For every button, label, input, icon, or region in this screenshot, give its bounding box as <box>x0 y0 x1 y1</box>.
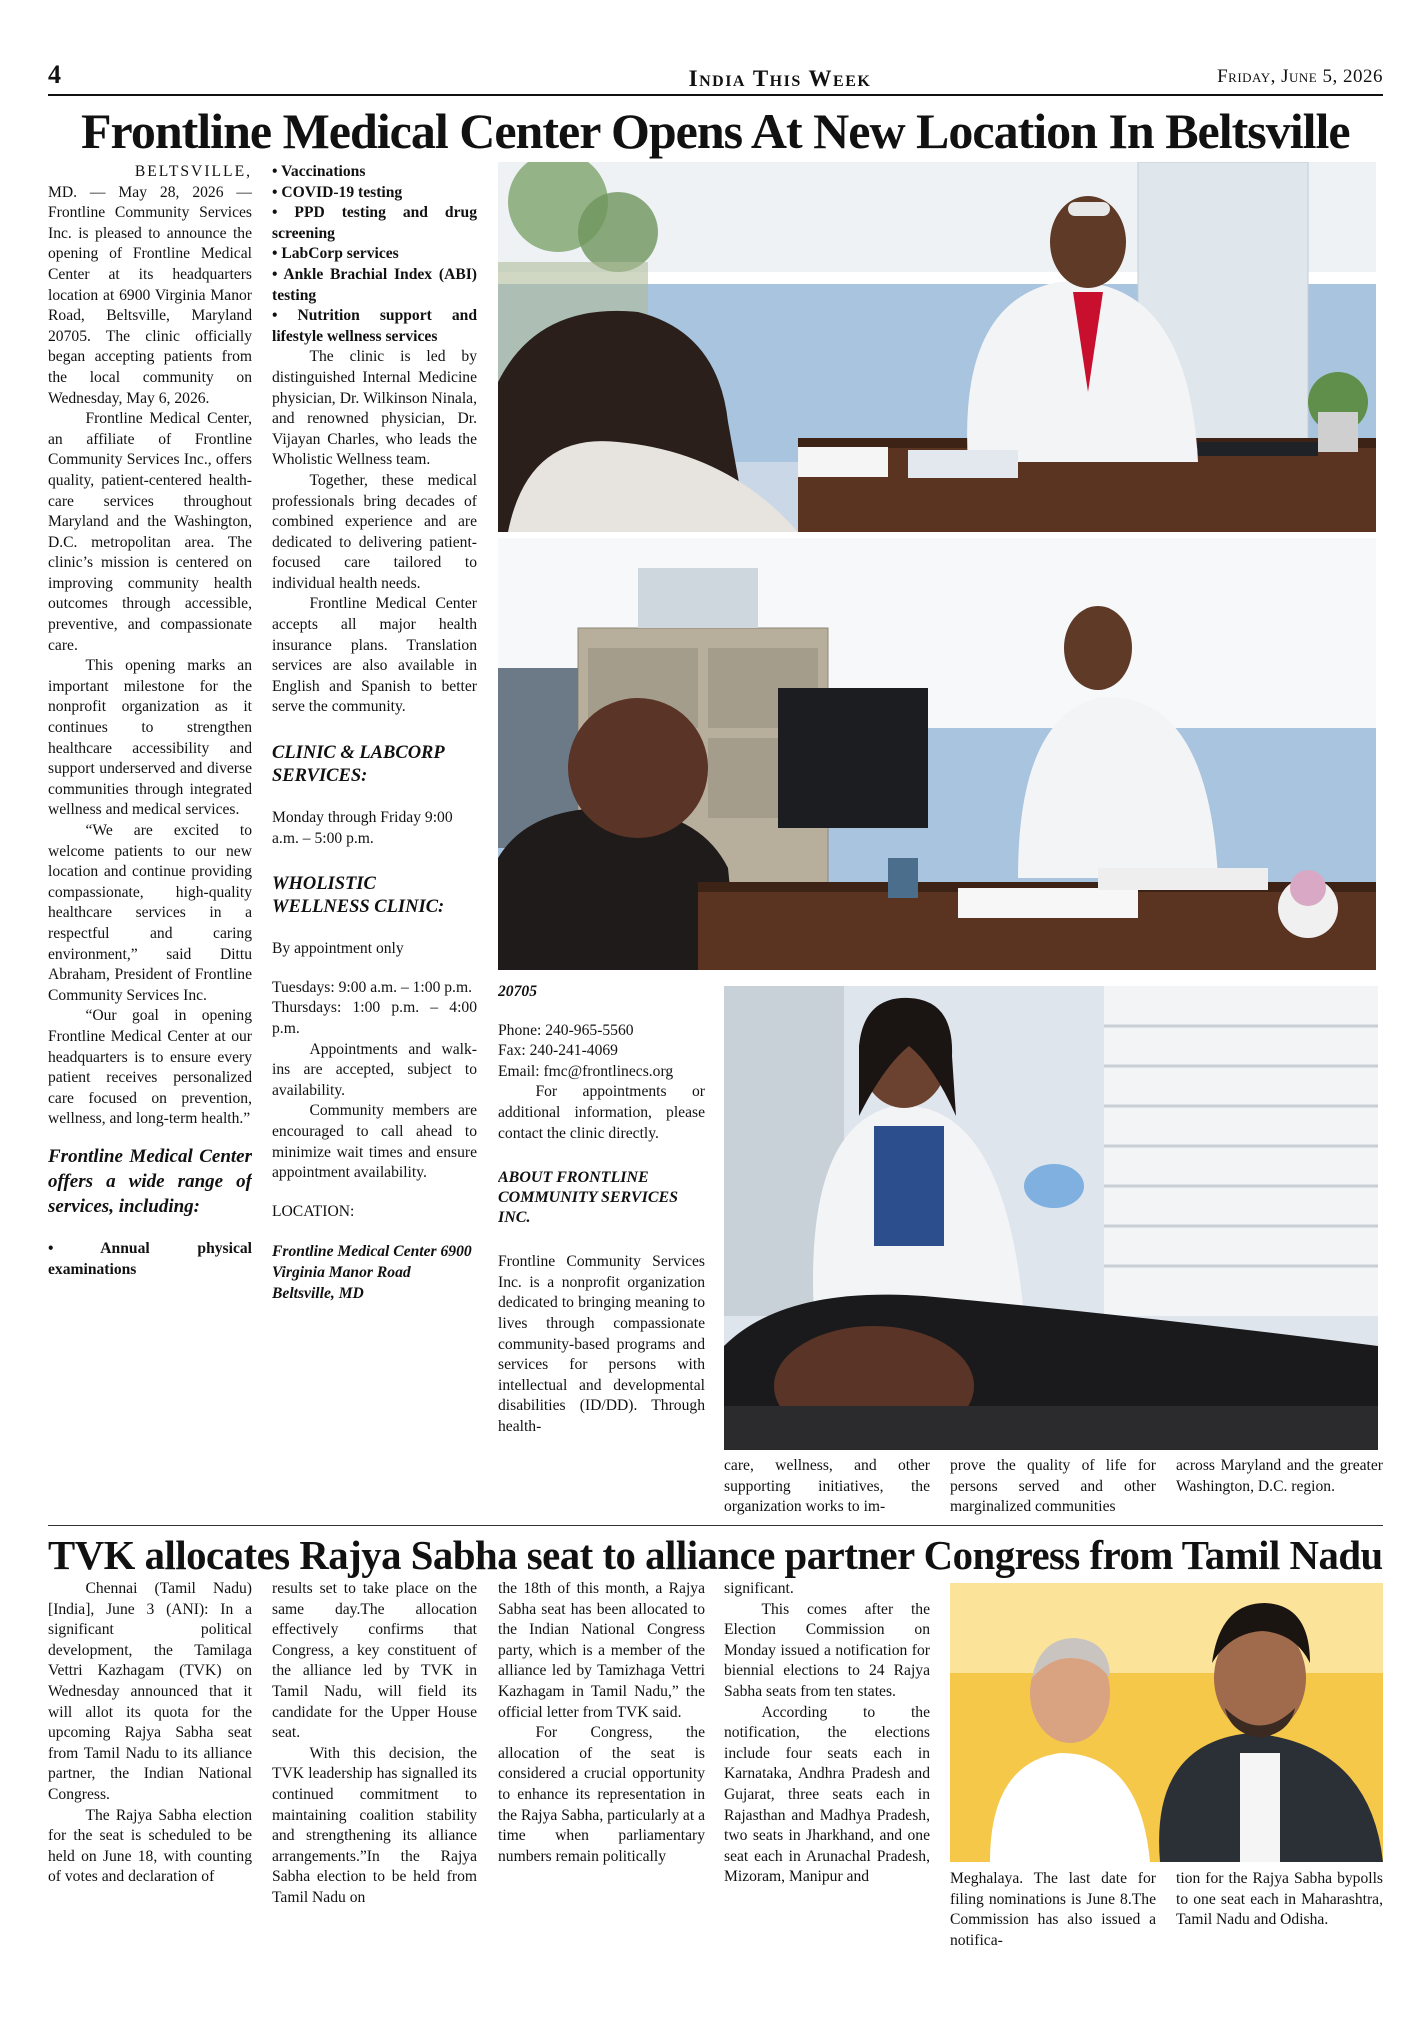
article2-column-1 <box>48 1579 252 1999</box>
service-item: • Annual physical examinations <box>48 1239 252 1278</box>
service-item: • LabCorp services <box>272 245 399 263</box>
article2-c4p2: This comes after the Election Commission on Monday issued a notification for biennial elections to 24 Rajya Sabha seats from ten states. <box>724 1600 930 1700</box>
location-label: LOCATION: <box>272 1202 355 1220</box>
service-item: • Vaccinations <box>272 163 366 180</box>
services-heading: Frontline Medical Center offers a wide range of services, including: <box>48 1145 252 1217</box>
article1-p9: Appointments and walk-ins are accepted, subject to availability. <box>272 1040 477 1099</box>
photo-provider-patient <box>724 986 1378 1450</box>
about-heading: ABOUT FRONTLINE COMMUNITY SERVICES INC. <box>498 1169 679 1227</box>
service-item: • COVID-19 testing <box>272 183 403 201</box>
article2-column-3 <box>498 1579 705 1999</box>
issue-date: Friday, June 5, 2026 <box>1217 66 1383 87</box>
article2-column-4 <box>724 1579 930 1999</box>
photo-doctor-office <box>498 538 1376 970</box>
article1-column-1 <box>48 162 252 1524</box>
article2-headline: TVK allocates Rajya Sabha seat to alliance partner Congress from Tamil Nadu <box>48 1532 1383 1578</box>
article2-c5p1: Meghalaya. The last date for filing nominations is June 8.The Commission has also issued a notifica- <box>950 1870 1156 1949</box>
clinic-hours: Monday through Friday 9:00 a.m. – 5:00 p.m. <box>272 809 453 847</box>
article-separator <box>48 1525 1383 1526</box>
article2-c2p1: results set to take place on the same day.The allocation effectively confirms that Congress, a key constituent of the alliance led by TVK in Tamil Nadu, will field its candidate for the Upper House seat. <box>272 1580 477 1742</box>
service-item: • Nutrition support and lifestyle wellness services <box>272 307 477 345</box>
wellness-tuesday: Tuesdays: 9:00 a.m. – 1:00 p.m. <box>272 978 472 996</box>
article1-p11: For appointments or additional information, please contact the clinic directly. <box>498 1083 705 1142</box>
masthead: India This Week <box>688 66 872 91</box>
about-p1: Frontline Community Services Inc. is a nonprofit organization dedicated to bringing meaning to lives through compassionate community-based programs and services for persons with intellectual and developmental disabilities (ID/DD). Through health- <box>498 1253 705 1435</box>
contact-fax: Fax: 240-241-4069 <box>498 1042 618 1060</box>
article1-headline: Frontline Medical Center Opens At New Location In Beltsville <box>81 103 1350 159</box>
wellness-heading: WHOLISTIC WELLNESS CLINIC: <box>272 874 445 918</box>
article2-column-2 <box>272 1579 477 1999</box>
article2-c1p1: Chennai (Tamil Nadu) [India], June 3 (ANI): In a significant political development, the Tamilaga Vettri Kazhagam (TVK) on Wednesday announced that it will allot its quota for the upcoming Rajya Sabha seat from Tamil Nadu to its alliance partner, the Indian National Congress. <box>48 1580 252 1803</box>
about-p2: care, wellness, and other supporting initiatives, the organization works to im- <box>724 1457 930 1516</box>
article2-c3p1: the 18th of this month, a Rajya Sabha seat has been allocated to the Indian National Congress party, which is a member of the alliance led by Tamizhaga Vettri Kazhagam in Tamil Nadu,” the official letter from TVK said. <box>498 1580 705 1721</box>
article1-dateline-paragraph <box>48 162 252 183</box>
article2-c2p2: With this decision, the TVK leadership has signalled its continued commitment to maintaining coalition stability and strengthening its alliance arrangements.”In the Rajya Sabha election to be held from Tamil Nadu on <box>272 1744 477 1906</box>
article1-column-2 <box>272 162 477 1524</box>
wellness-appointment: By appointment only <box>272 940 404 958</box>
article1-p3: This opening marks an important milestone for the nonprofit organization as it continues to strengthen healthcare accessibility and support underserved and diverse communities through integrated wellness and medical services. <box>48 657 252 819</box>
article1-p6: The clinic is led by distinguished Internal Medicine physician, Dr. Wilkinson Ninala, and renowned physician, Dr. Vijayan Charles, who leads the Wholistic Wellness team. <box>272 348 477 469</box>
article1-dateline: BELTSVILLE, <box>134 163 252 180</box>
article2-column-5 <box>950 1869 1156 1999</box>
location-zip: 20705 <box>498 983 537 1000</box>
article1-p8: Frontline Medical Center accepts all major health insurance plans. Translation services are also available in English and Spanish to better serve the community. <box>272 595 477 716</box>
service-item: • Ankle Brachial Index (ABI) testing <box>272 265 477 304</box>
article1-column-4 <box>724 1456 930 1524</box>
service-item: • PPD testing and drug screening <box>272 204 477 242</box>
article2-c1p2: The Rajya Sabha election for the seat is scheduled to be held on June 18, with counting of votes and declaration of <box>48 1806 252 1886</box>
article1-p7: Together, these medical professionals bring decades of combined experience and are dedicated to delivering patient-focused care tailored to individual health needs. <box>272 471 477 592</box>
article1-p1: MD. — May 28, 2026 — Frontline Community Services Inc. is pleased to announce the opening of Frontline Medical Center at its headquarters location at 6900 Virginia Manor Road, Beltsville, Maryland 20705. The clinic officially began accepting patients from the local community on Wednesday, May 6, 2026. <box>48 183 252 407</box>
article1-p10: Community members are encouraged to call ahead to minimize wait times and ensure appointment availability. <box>272 1102 477 1182</box>
photo-doctor-consultation <box>498 162 1376 532</box>
article1-p4: “We are excited to welcome patients to our new location and continue providing compassionate, high-quality healthcare services in a respectful and caring environment,” said Dittu Abraham, President of Frontline Community Services Inc. <box>48 822 252 1004</box>
article1-column-6 <box>1176 1456 1383 1524</box>
header-rule <box>48 94 1383 96</box>
article1-column-3 <box>498 982 705 1524</box>
article1-p2: Frontline Medical Center, an affiliate of Frontline Community Services Inc., offers quality, patient-centered health-care services throughout Maryland and the Washington, D.C. metropolitan area. The clinic’s mission is centered on improving community health outcomes through accessible, preventive, and compassionate care. <box>48 410 252 654</box>
article2-c6p1: tion for the Rajya Sabha bypolls to one seat each in Maharashtra, Tamil Nadu and Odisha. <box>1176 1870 1383 1929</box>
article2-c4p1: significant. <box>724 1580 794 1597</box>
article2-column-6 <box>1176 1869 1383 1999</box>
contact-phone: Phone: 240-965-5560 <box>498 1021 634 1039</box>
location-address: Frontline Medical Center 6900 Virginia Manor Road Beltsville, MD <box>272 1243 472 1302</box>
photo-politicians <box>950 1583 1383 1862</box>
article2-c3p2: For Congress, the allocation of the seat is considered a crucial opportunity to enhance its representation in the Rajya Sabha, particularly at a time when parliamentary numbers remain politically <box>498 1724 705 1865</box>
article2-c4p3: According to the notification, the elections include four seats each in Karnataka, Andhra Pradesh and Gujarat, three seats each in Rajasthan and Madhya Pradesh, two seats in Jharkhand, and one seat each in Arunachal Pradesh, Mizoram, Manipur and <box>724 1703 930 1886</box>
contact-email: Email: fmc@frontlinecs.org <box>498 1062 674 1080</box>
article1-column-5 <box>950 1456 1156 1524</box>
article1-p5: “Our goal in opening Frontline Medical Center at our headquarters is to ensure every patient receives personalized care focused on prevention, wellness, and long-term health.” <box>48 1007 252 1128</box>
clinic-heading: CLINIC & LABCORP SERVICES: <box>272 743 445 787</box>
about-p4: across Maryland and the greater Washington, D.C. region. <box>1176 1457 1383 1495</box>
about-p3: prove the quality of life for persons served and other marginalized communities <box>950 1457 1156 1516</box>
wellness-thursday: Thursdays: 1:00 p.m. – 4:00 p.m. <box>272 999 477 1037</box>
page-number: 4 <box>48 60 61 89</box>
